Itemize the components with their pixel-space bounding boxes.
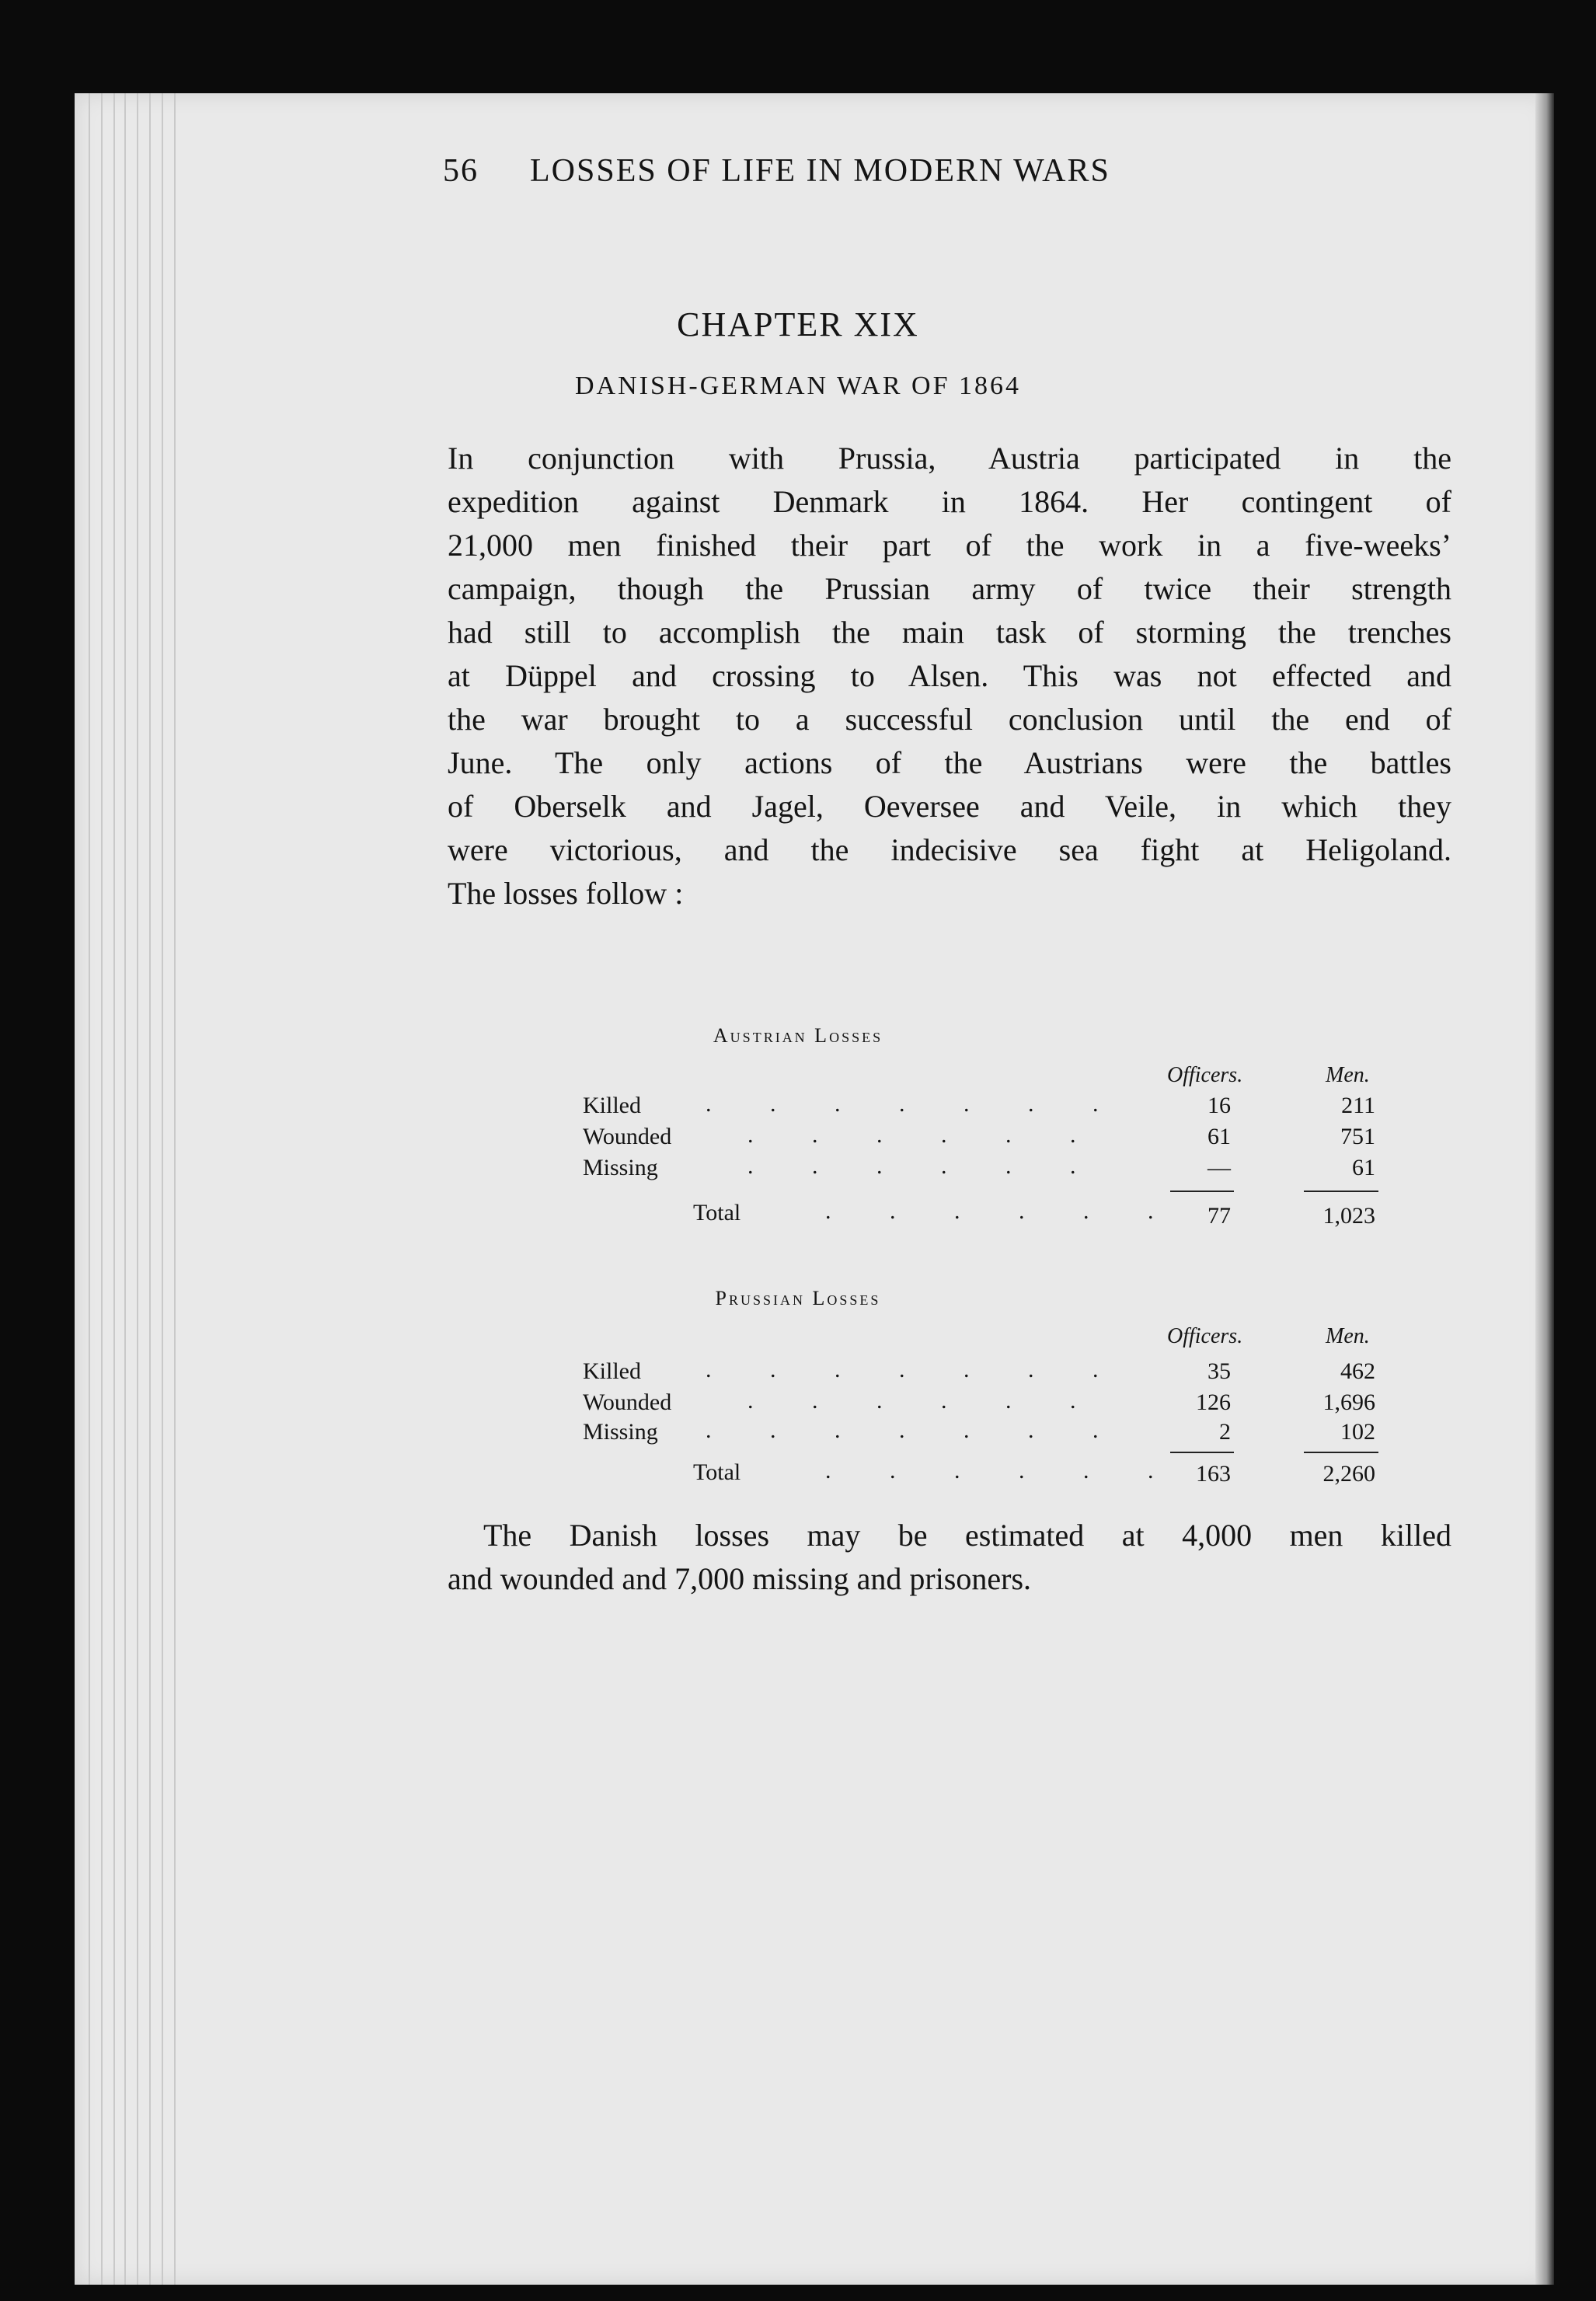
chapter-number: CHAPTER XIX bbox=[677, 305, 919, 343]
table-cell: 61 bbox=[1207, 1124, 1231, 1149]
table-cell: 2,260 bbox=[1322, 1461, 1375, 1487]
paragraph-line: had still to accomplish the main task of storming the trenches bbox=[448, 615, 1451, 650]
table-cell: 462 bbox=[1340, 1358, 1375, 1384]
leader-dots: . . . . . . . bbox=[706, 1417, 1125, 1443]
leader-dots: . . . . . . . bbox=[706, 1091, 1125, 1117]
total-label: Total bbox=[693, 1459, 741, 1485]
paragraph-line: campaign, though the Prussian army of twice their strength bbox=[448, 571, 1451, 606]
paragraph-line: The losses follow : bbox=[448, 876, 684, 911]
paragraph-line: June. The only actions of the Austrians were the battles bbox=[448, 745, 1451, 780]
column-header-officers: Officers. bbox=[1167, 1324, 1243, 1348]
table-title: Prussian Losses bbox=[715, 1287, 881, 1309]
table-title: Austrian Losses bbox=[713, 1024, 883, 1047]
leader-dots: . . . . . . bbox=[825, 1458, 1180, 1483]
paragraph-line: 21,000 men finished their part of the work in a five-weeks’ bbox=[448, 528, 1451, 563]
table-cell: 126 bbox=[1196, 1389, 1231, 1415]
sum-rule bbox=[1170, 1452, 1234, 1453]
leader-dots: . . . . . . bbox=[747, 1388, 1103, 1414]
intro-paragraph bbox=[448, 437, 1451, 915]
column-header-officers: Officers. bbox=[1167, 1063, 1243, 1087]
table-cell: 16 bbox=[1207, 1093, 1231, 1118]
paragraph-line: The Danish losses may be estimated at 4,000 men killed bbox=[483, 1518, 1451, 1553]
sum-rule bbox=[1170, 1191, 1234, 1192]
table-cell: 211 bbox=[1341, 1093, 1375, 1118]
paragraph-line: at Düppel and crossing to Alsen. This was not effected and bbox=[448, 658, 1451, 693]
paragraph-line: were victorious, and the indecisive sea fight at Heligoland. bbox=[448, 832, 1451, 867]
page-right-edge bbox=[1535, 93, 1554, 2285]
book-page bbox=[75, 93, 1549, 2285]
table-cell: 2 bbox=[1219, 1419, 1231, 1445]
running-title: LOSSES OF LIFE IN MODERN WARS bbox=[530, 153, 1110, 189]
chapter-title: DANISH-GERMAN WAR OF 1864 bbox=[574, 371, 1021, 400]
page-edges bbox=[75, 93, 183, 2285]
column-header-men: Men. bbox=[1326, 1324, 1370, 1348]
table-cell: 102 bbox=[1340, 1419, 1375, 1445]
sum-rule bbox=[1304, 1452, 1378, 1453]
row-label: Missing bbox=[583, 1155, 658, 1180]
table-cell: 163 bbox=[1196, 1461, 1231, 1487]
row-label: Missing bbox=[583, 1419, 658, 1445]
leader-dots: . . . . . . bbox=[747, 1122, 1103, 1148]
paragraph-line: expedition against Denmark in 1864. Her contingent of bbox=[448, 484, 1451, 519]
paragraph-line: In conjunction with Prussia, Austria participated in the bbox=[448, 441, 1451, 476]
closing-paragraph bbox=[448, 1514, 1451, 1601]
running-header bbox=[443, 152, 1329, 190]
page-number: 56 bbox=[443, 153, 479, 189]
row-label: Killed bbox=[583, 1093, 641, 1118]
sum-rule bbox=[1304, 1191, 1378, 1192]
row-label: Wounded bbox=[583, 1389, 672, 1415]
row-label: Wounded bbox=[583, 1124, 672, 1149]
table-cell: 35 bbox=[1207, 1358, 1231, 1384]
paragraph-line: of Oberselk and Jagel, Oeversee and Veile, in which they bbox=[448, 789, 1451, 824]
paragraph-line: the war brought to a successful conclusion until the end of bbox=[448, 702, 1451, 737]
leader-dots: . . . . . . bbox=[747, 1153, 1103, 1179]
table-cell: 77 bbox=[1207, 1203, 1231, 1229]
row-label: Killed bbox=[583, 1358, 641, 1384]
leader-dots: . . . . . . bbox=[825, 1198, 1180, 1224]
table-cell: 751 bbox=[1340, 1124, 1375, 1149]
table-cell: 1,023 bbox=[1322, 1203, 1375, 1229]
table-cell: — bbox=[1207, 1155, 1231, 1180]
paragraph-line: and wounded and 7,000 missing and prisoners. bbox=[448, 1561, 1032, 1596]
total-label: Total bbox=[693, 1200, 741, 1225]
column-header-men: Men. bbox=[1326, 1063, 1370, 1087]
table-cell: 1,696 bbox=[1322, 1389, 1375, 1415]
leader-dots: . . . . . . . bbox=[706, 1357, 1125, 1382]
table-cell: 61 bbox=[1352, 1155, 1375, 1180]
